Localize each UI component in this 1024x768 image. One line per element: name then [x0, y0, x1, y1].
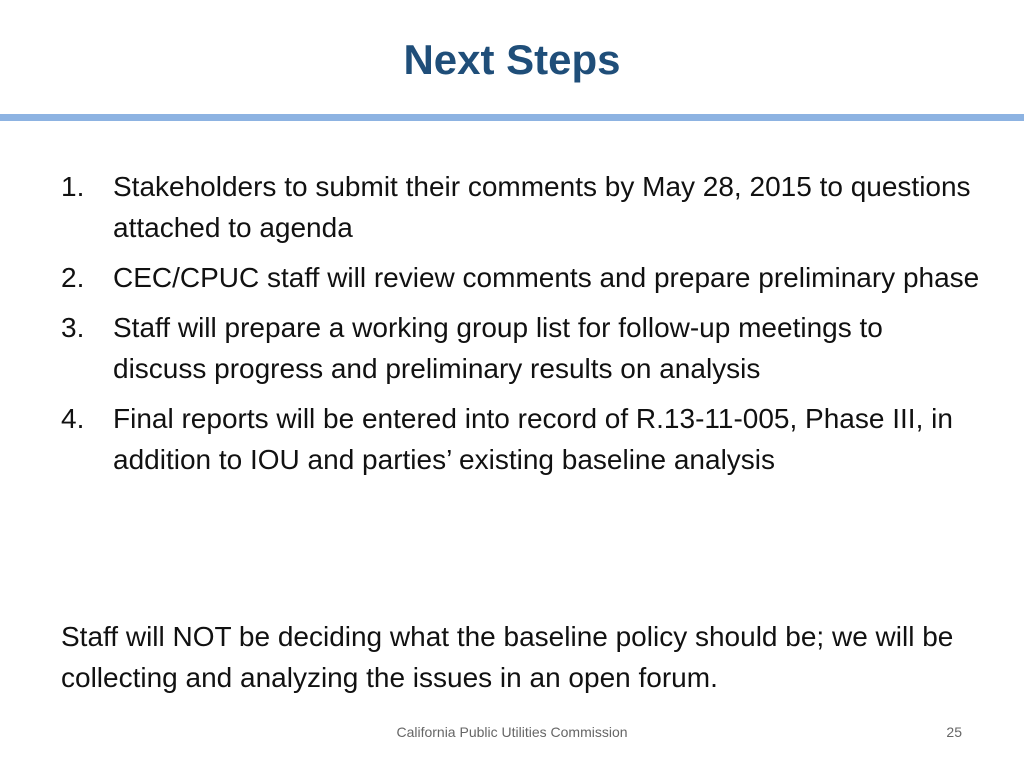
- step-item-4: [61, 398, 981, 480]
- step-text: Staff will prepare a working group list for follow-up meetings to discuss progress and preliminary results on analysis: [113, 312, 883, 384]
- page-number: 25: [946, 724, 962, 740]
- step-text: Final reports will be entered into record of R.13-11-005, Phase III, in addition to IOU and parties’ existing baseline analysis: [113, 403, 953, 475]
- policy-note: Staff will NOT be deciding what the baseline policy should be; we will be collecting and analyzing the issues in an open forum.: [61, 621, 954, 693]
- step-text: Stakeholders to submit their comments by May 28, 2015 to questions attached to agenda: [113, 171, 971, 243]
- step-item-3: [61, 307, 981, 389]
- step-number: 1.: [61, 171, 85, 202]
- step-number: 4.: [61, 403, 85, 434]
- step-item-1: [61, 166, 981, 248]
- footer-organization: California Public Utilities Commission: [396, 724, 628, 740]
- title-divider: [0, 114, 1024, 121]
- step-number: 2.: [61, 262, 85, 293]
- step-number: 3.: [61, 312, 85, 343]
- next-steps-list: [61, 166, 981, 489]
- slide-title: Next Steps: [403, 36, 621, 83]
- step-item-2: [61, 257, 981, 298]
- step-text: CEC/CPUC staff will review comments and prepare preliminary phase: [113, 262, 980, 293]
